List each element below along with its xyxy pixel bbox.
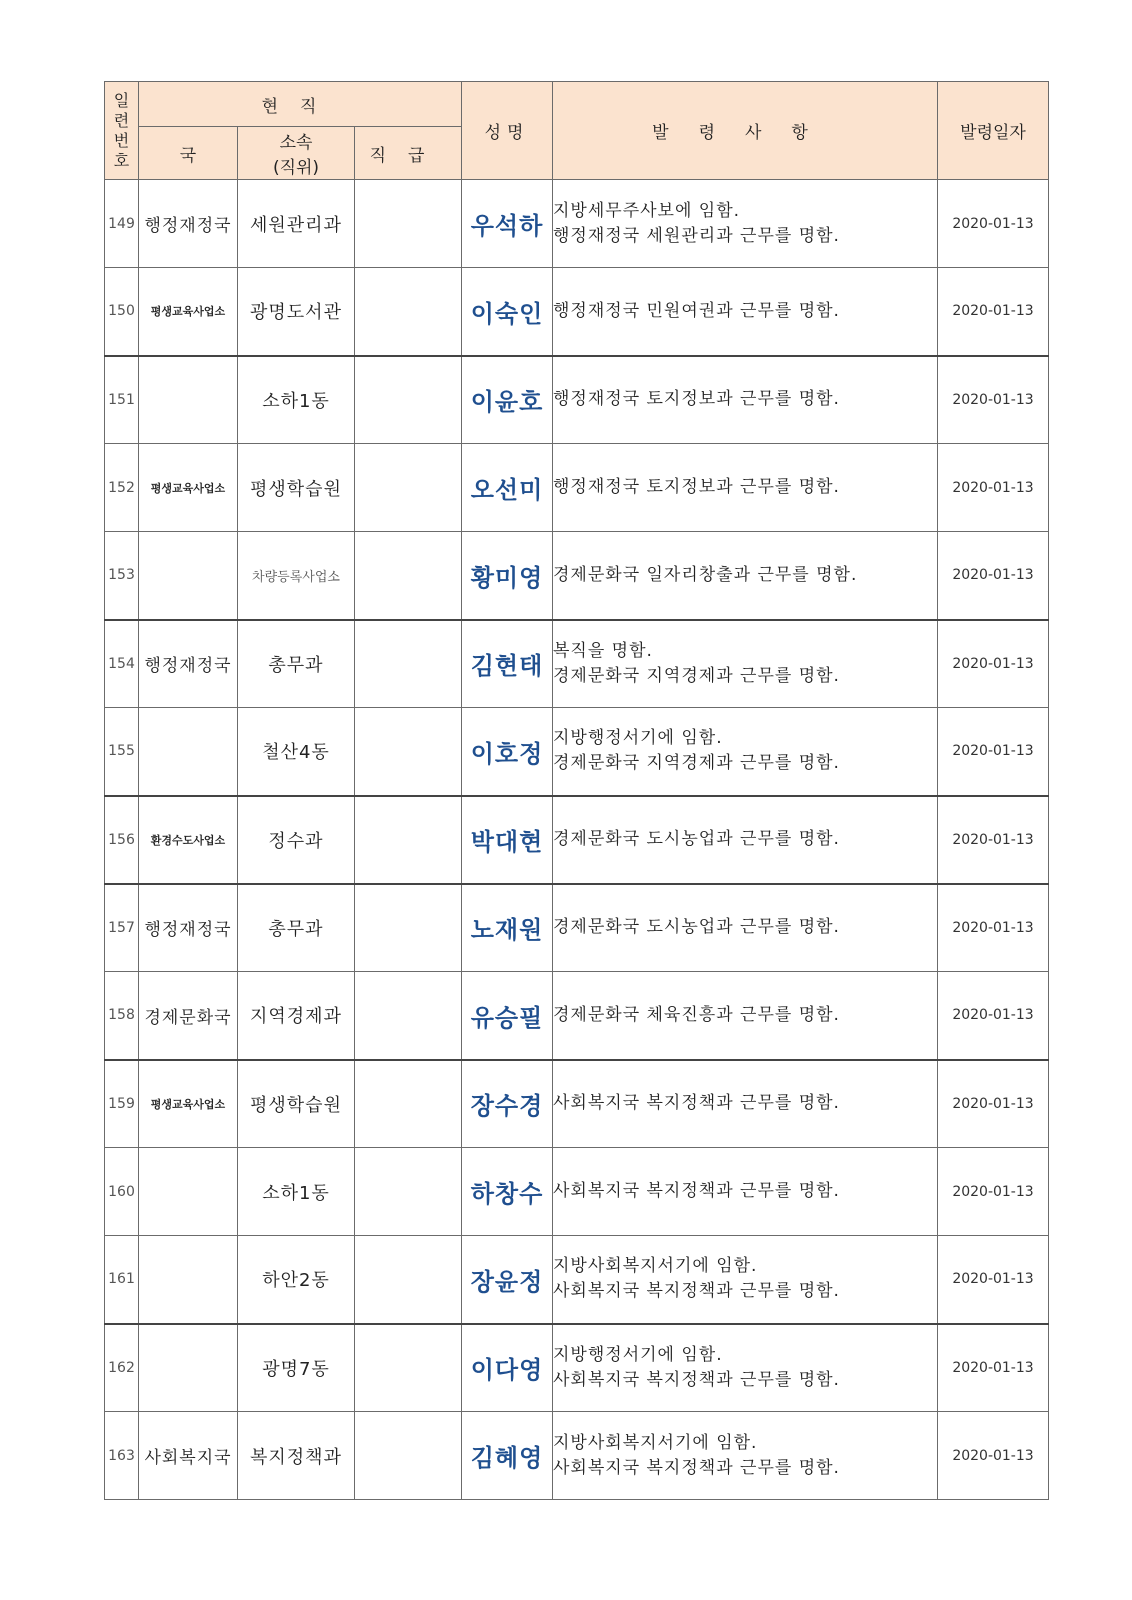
serial-cell: 163 — [105, 1412, 139, 1500]
serial-cell: 154 — [105, 620, 139, 708]
order-cell — [553, 356, 938, 444]
name-cell: 김혜영 — [462, 1412, 553, 1500]
table-row — [105, 620, 1049, 708]
table-row — [105, 1412, 1049, 1500]
order-line: 경제문화국 체육진흥과 근무를 명함. — [553, 1004, 840, 1025]
team-cell: 세원관리과 — [238, 180, 355, 268]
order-line: 사회복지국 복지정책과 근무를 명함. — [553, 1093, 840, 1114]
serial-cell: 153 — [105, 532, 139, 620]
name-cell: 박대현 — [462, 796, 553, 884]
order-line: 사회복지국 복지정책과 근무를 명함. — [553, 1457, 840, 1478]
order-line: 사회복지국 복지정책과 근무를 명함. — [553, 1281, 840, 1302]
team-cell: 소하1동 — [238, 356, 355, 444]
dept-cell: 평생교육사업소 — [139, 444, 238, 532]
dept-cell — [139, 708, 238, 796]
order-cell — [553, 884, 938, 972]
date-cell: 2020-01-13 — [938, 1412, 1049, 1500]
order-line: 사회복지국 복지정책과 근무를 명함. — [553, 1181, 840, 1201]
grade-cell — [355, 1412, 462, 1500]
team-cell: 평생학습원 — [238, 444, 355, 532]
dept-cell — [139, 532, 238, 620]
order-cell — [553, 1236, 938, 1324]
serial-cell: 149 — [105, 180, 139, 268]
order-cell — [553, 268, 938, 356]
table-row — [105, 180, 1049, 268]
order-line: 사회복지국 복지정책과 근무를 명함. — [553, 1369, 840, 1390]
name-cell: 하창수 — [462, 1148, 553, 1236]
order-line: 행정재정국 토지정보과 근무를 명함. — [553, 389, 840, 410]
order-cell — [553, 1060, 938, 1148]
name-cell: 장윤정 — [462, 1236, 553, 1324]
team-cell: 총무과 — [238, 620, 355, 708]
order-cell — [553, 1412, 938, 1500]
team-cell: 총무과 — [238, 884, 355, 972]
order-cell — [553, 444, 938, 532]
order-cell — [553, 708, 938, 796]
grade-header: 직급 — [355, 127, 462, 180]
date-cell: 2020-01-13 — [938, 1236, 1049, 1324]
name-cell: 장수경 — [462, 1060, 553, 1148]
appointment-table — [104, 81, 1049, 1500]
date-cell: 2020-01-13 — [938, 1148, 1049, 1236]
order-line: 지방세무주사보에 임함. — [553, 200, 741, 221]
team-cell: 광명도서관 — [238, 268, 355, 356]
date-cell: 2020-01-13 — [938, 268, 1049, 356]
team-cell: 복지정책과 — [238, 1412, 355, 1500]
serial-cell: 160 — [105, 1148, 139, 1236]
name-cell: 이숙인 — [462, 268, 553, 356]
dept-cell: 행정재정국 — [139, 180, 238, 268]
grade-cell — [355, 268, 462, 356]
grade-cell — [355, 180, 462, 268]
team-cell: 평생학습원 — [238, 1060, 355, 1148]
table-row — [105, 796, 1049, 884]
serial-header: 일 련 번 호 — [105, 82, 139, 180]
serial-cell: 151 — [105, 356, 139, 444]
date-cell: 2020-01-13 — [938, 356, 1049, 444]
date-cell: 2020-01-13 — [938, 1060, 1049, 1148]
current-position-header: 현직 — [139, 82, 462, 127]
serial-cell: 156 — [105, 796, 139, 884]
team-cell: 철산4동 — [238, 708, 355, 796]
order-cell — [553, 620, 938, 708]
order-cell — [553, 1324, 938, 1412]
grade-cell — [355, 708, 462, 796]
grade-cell — [355, 796, 462, 884]
grade-cell — [355, 1236, 462, 1324]
table-row — [105, 1148, 1049, 1236]
order-line: 복직을 명함. — [553, 640, 653, 661]
team-cell: 지역경제과 — [238, 972, 355, 1060]
order-header: 발령사항 — [553, 82, 938, 180]
order-line: 행정재정국 토지정보과 근무를 명함. — [553, 477, 840, 497]
order-cell — [553, 1148, 938, 1236]
table-row — [105, 268, 1049, 356]
dept-cell — [139, 356, 238, 444]
date-cell: 2020-01-13 — [938, 620, 1049, 708]
team-cell: 광명7동 — [238, 1324, 355, 1412]
date-cell: 2020-01-13 — [938, 532, 1049, 620]
dept-cell: 사회복지국 — [139, 1412, 238, 1500]
dept-header: 국 — [139, 127, 238, 180]
grade-cell — [355, 884, 462, 972]
team-cell: 소하1동 — [238, 1148, 355, 1236]
grade-cell — [355, 620, 462, 708]
serial-cell: 152 — [105, 444, 139, 532]
dept-cell: 평생교육사업소 — [139, 1060, 238, 1148]
table-row — [105, 1060, 1049, 1148]
table-row — [105, 884, 1049, 972]
order-line: 경제문화국 지역경제과 근무를 명함. — [553, 665, 840, 686]
dept-cell — [139, 1148, 238, 1236]
order-cell — [553, 180, 938, 268]
serial-cell: 162 — [105, 1324, 139, 1412]
name-cell: 노재원 — [462, 884, 553, 972]
grade-cell — [355, 532, 462, 620]
grade-cell — [355, 972, 462, 1060]
dept-cell: 평생교육사업소 — [139, 268, 238, 356]
dept-cell: 행정재정국 — [139, 884, 238, 972]
order-cell — [553, 532, 938, 620]
table-row — [105, 1324, 1049, 1412]
table-row — [105, 356, 1049, 444]
name-cell: 오선미 — [462, 444, 553, 532]
table-row — [105, 972, 1049, 1060]
team-cell: 하안2동 — [238, 1236, 355, 1324]
grade-cell — [355, 1148, 462, 1236]
name-cell: 우석하 — [462, 180, 553, 268]
name-header: 성명 — [462, 82, 553, 180]
team-header: 소속 (직위) — [238, 127, 355, 180]
date-cell: 2020-01-13 — [938, 444, 1049, 532]
table-row — [105, 532, 1049, 620]
order-cell — [553, 972, 938, 1060]
order-line: 경제문화국 도시농업과 근무를 명함. — [553, 917, 840, 938]
order-line: 경제문화국 지역경제과 근무를 명함. — [553, 753, 840, 774]
date-cell: 2020-01-13 — [938, 884, 1049, 972]
dept-cell: 환경수도사업소 — [139, 796, 238, 884]
serial-cell: 157 — [105, 884, 139, 972]
order-line: 지방사회복지서기에 임함. — [553, 1432, 758, 1453]
dept-cell: 행정재정국 — [139, 620, 238, 708]
serial-cell: 159 — [105, 1060, 139, 1148]
table-row — [105, 444, 1049, 532]
dept-cell — [139, 1236, 238, 1324]
serial-cell: 150 — [105, 268, 139, 356]
date-cell: 2020-01-13 — [938, 708, 1049, 796]
name-cell: 김현태 — [462, 620, 553, 708]
table-row — [105, 708, 1049, 796]
grade-cell — [355, 356, 462, 444]
grade-cell — [355, 1060, 462, 1148]
order-line: 행정재정국 세원관리과 근무를 명함. — [553, 225, 840, 246]
name-cell: 유승필 — [462, 972, 553, 1060]
dept-cell — [139, 1324, 238, 1412]
order-line: 지방행정서기에 임함. — [553, 1344, 723, 1365]
date-cell: 2020-01-13 — [938, 972, 1049, 1060]
order-cell — [553, 796, 938, 884]
name-cell: 이호정 — [462, 708, 553, 796]
name-cell: 이윤호 — [462, 356, 553, 444]
dept-cell: 경제문화국 — [139, 972, 238, 1060]
serial-cell: 161 — [105, 1236, 139, 1324]
order-line: 지방사회복지서기에 임함. — [553, 1256, 758, 1277]
order-line: 지방행정서기에 임함. — [553, 728, 723, 749]
serial-cell: 155 — [105, 708, 139, 796]
team-cell: 차량등록사업소 — [238, 532, 355, 620]
date-cell: 2020-01-13 — [938, 1324, 1049, 1412]
grade-cell — [355, 1324, 462, 1412]
order-line: 경제문화국 도시농업과 근무를 명함. — [553, 829, 840, 849]
name-cell: 이다영 — [462, 1324, 553, 1412]
table-row — [105, 1236, 1049, 1324]
grade-cell — [355, 444, 462, 532]
order-line: 행정재정국 민원여권과 근무를 명함. — [553, 300, 840, 321]
date-header: 발령일자 — [938, 82, 1049, 180]
team-cell: 정수과 — [238, 796, 355, 884]
date-cell: 2020-01-13 — [938, 180, 1049, 268]
serial-cell: 158 — [105, 972, 139, 1060]
order-line: 경제문화국 일자리창출과 근무를 명함. — [553, 564, 858, 585]
name-cell: 황미영 — [462, 532, 553, 620]
date-cell: 2020-01-13 — [938, 796, 1049, 884]
